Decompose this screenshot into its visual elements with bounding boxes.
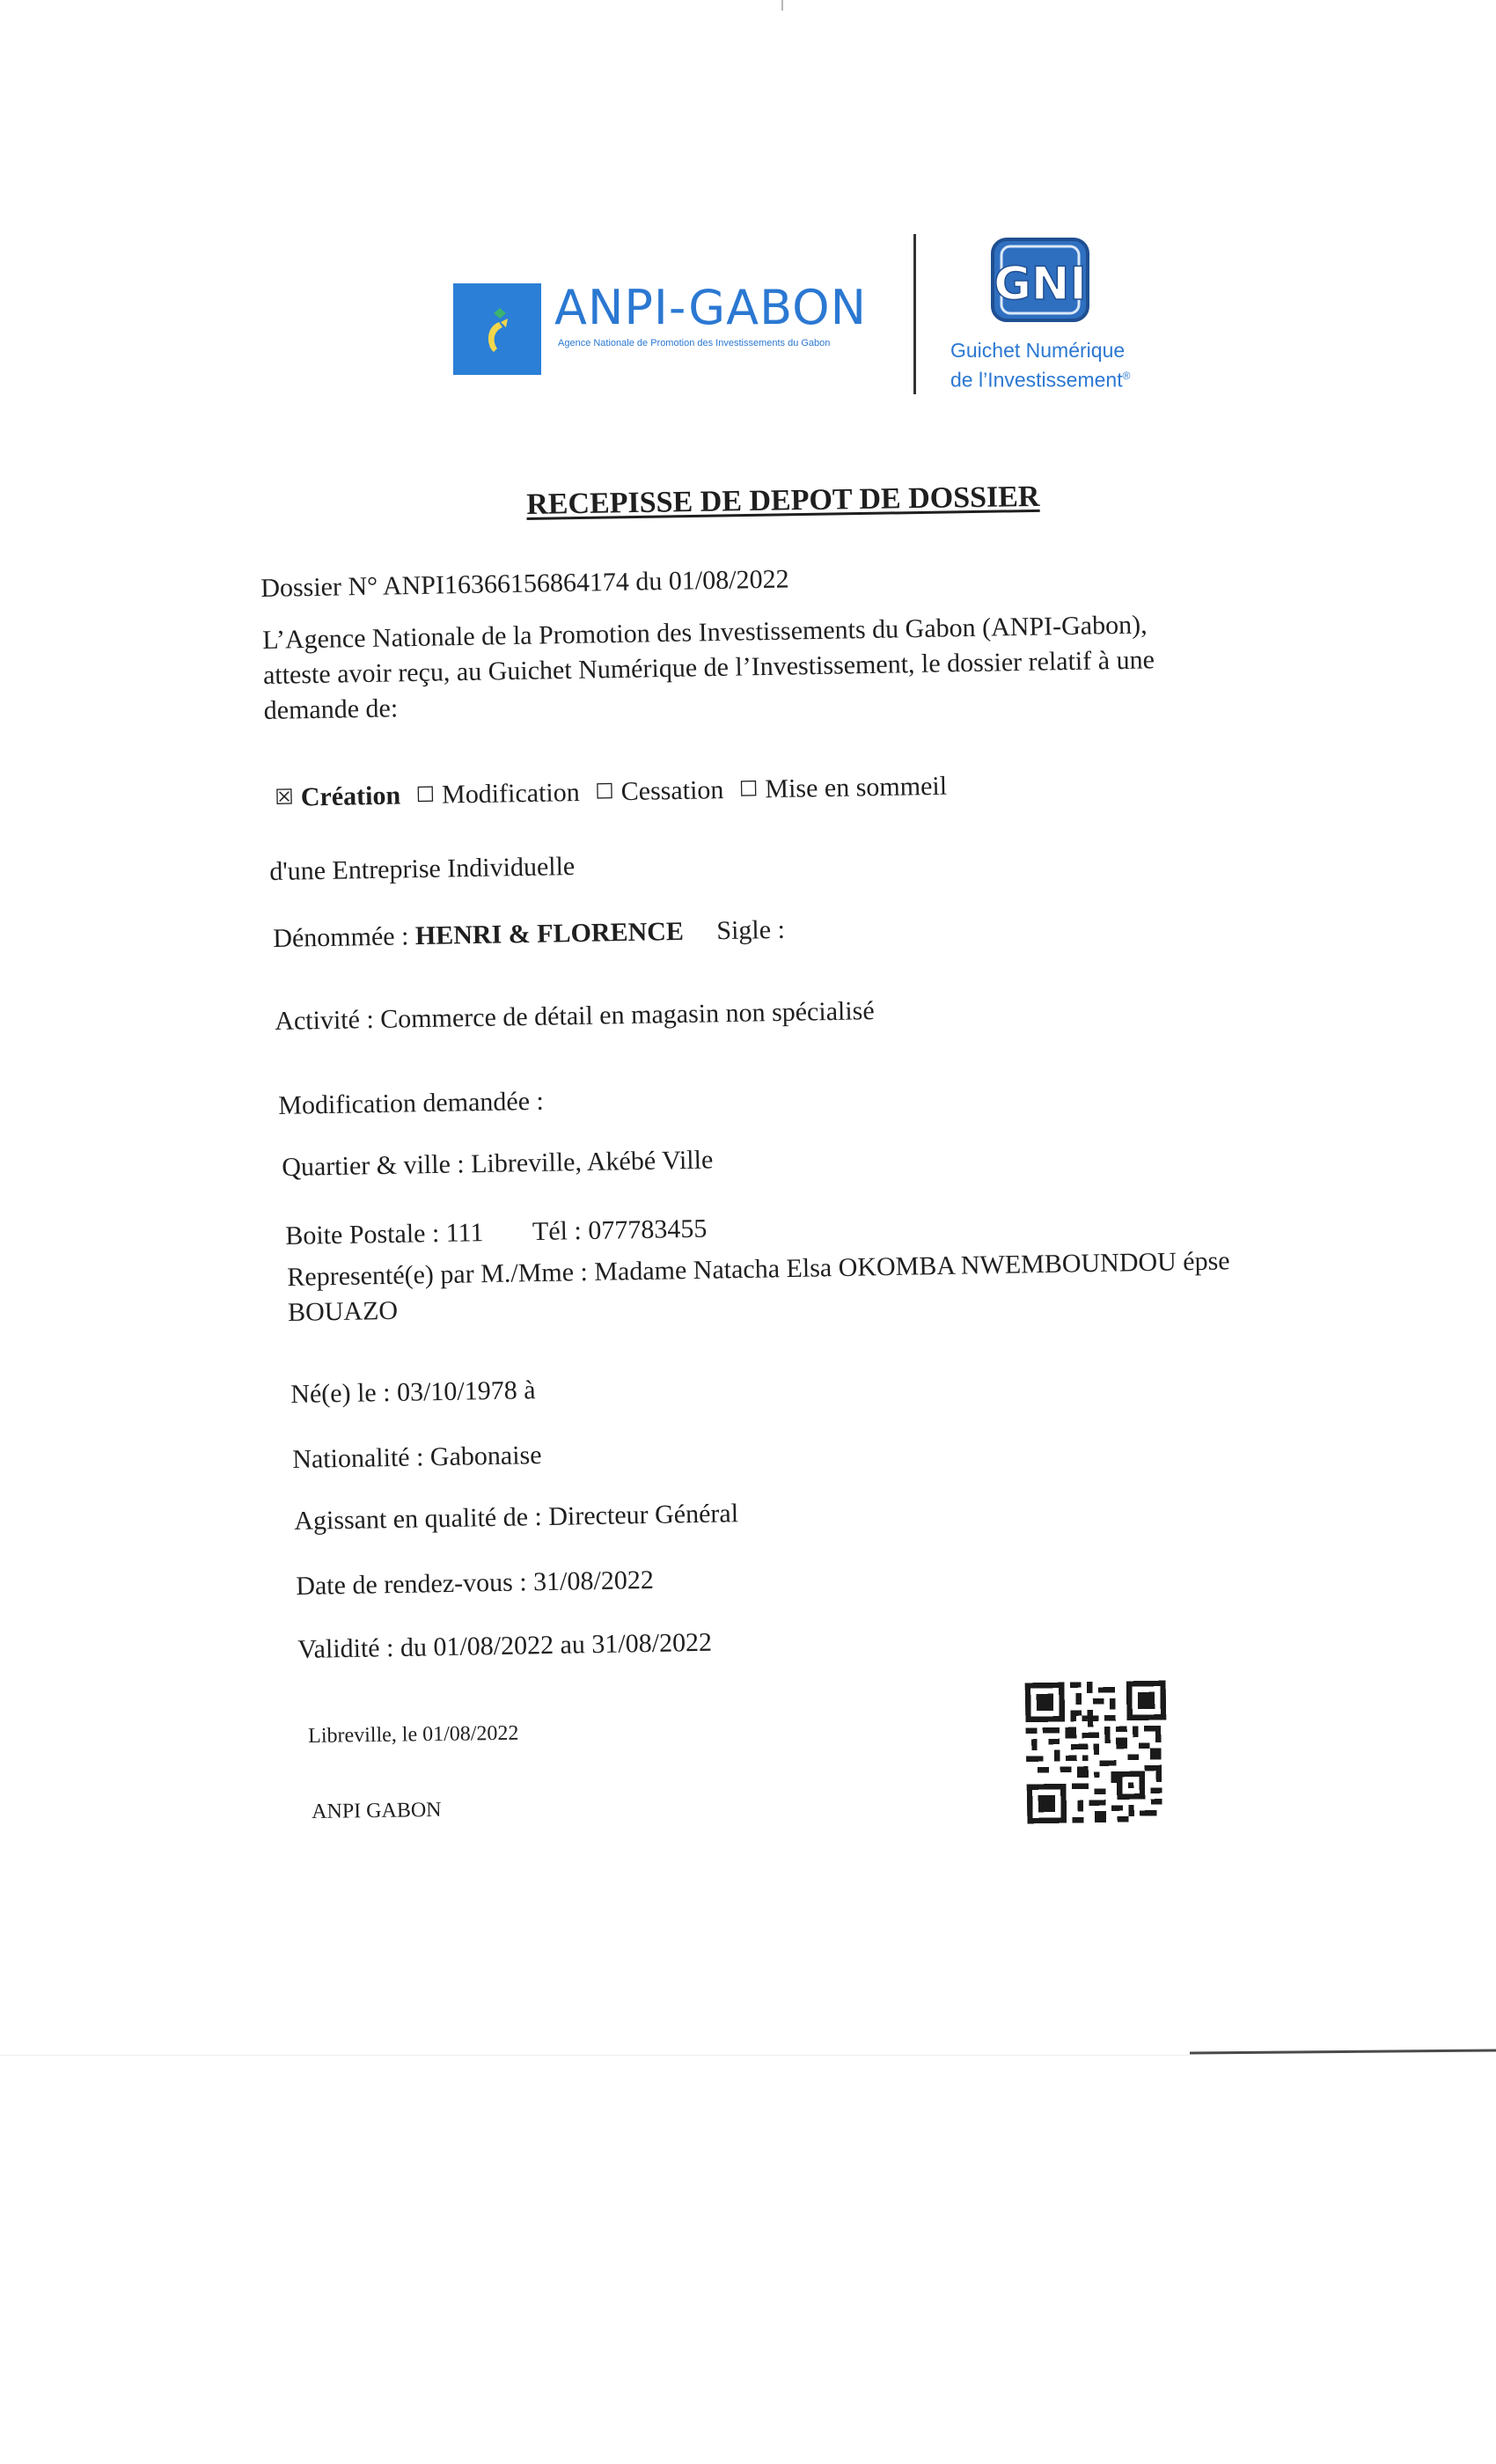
gni-caption-mark: ® bbox=[1122, 370, 1131, 382]
contact-row bbox=[285, 1214, 708, 1251]
gni-caption bbox=[950, 338, 1130, 393]
anpi-logo-icon bbox=[453, 283, 541, 375]
gni-logo bbox=[989, 236, 1093, 324]
option-creation: Création bbox=[300, 781, 401, 812]
denomination-row bbox=[273, 915, 785, 954]
sigle-label: Sigle : bbox=[716, 914, 786, 946]
gni-logo-text: GNI bbox=[994, 258, 1087, 311]
representative-line-1: Representé(e) par M./Mme : Madame Natacha Elsa OKOMBA NWEMBOUNDOU épse bbox=[287, 1246, 1230, 1292]
qr-code-icon bbox=[1025, 1680, 1169, 1825]
option-sommeil: Mise en sommeil bbox=[765, 771, 948, 804]
telephone: Tél : 077783455 bbox=[532, 1214, 708, 1247]
appointment-date: Date de rendez-vous : 31/08/2022 bbox=[296, 1565, 655, 1601]
modification-requested: Modification demandée : bbox=[278, 1086, 545, 1120]
scan-mark bbox=[781, 0, 783, 11]
representative bbox=[287, 1243, 1231, 1331]
boite-postale: Boite Postale : 111 bbox=[285, 1218, 484, 1250]
intro-line-3: demande de: bbox=[263, 693, 399, 725]
representative-line-2: BOUAZO bbox=[287, 1295, 399, 1327]
denomination-value: HENRI & FLORENCE bbox=[414, 916, 685, 951]
entity-type: d'une Entreprise Individuelle bbox=[269, 851, 576, 886]
capacity: Agissant en qualité de : Directeur Général bbox=[294, 1499, 739, 1536]
gni-caption-line2: de l’Investissement bbox=[950, 368, 1123, 392]
option-cessation: Cessation bbox=[620, 775, 724, 807]
quartier-ville: Quartier & ville : Libreville, Akébé Ville bbox=[282, 1145, 714, 1182]
intro-paragraph bbox=[262, 605, 1302, 729]
option-modification: Modification bbox=[441, 777, 581, 810]
signatory: ANPI GABON bbox=[312, 1798, 442, 1823]
intro-line-1: L’Agence Nationale de la Promotion des Investissements du Gabon (ANPI-Gabon), bbox=[262, 610, 1148, 655]
validity: Validité : du 01/08/2022 au 31/08/2022 bbox=[297, 1627, 713, 1664]
activite: Activité : Commerce de détail en magasin non spécialisé bbox=[275, 996, 875, 1036]
scan-edge-line bbox=[1190, 2049, 1496, 2054]
dossier-number: Dossier N° ANPI16366156864174 du 01/08/2022 bbox=[260, 564, 789, 603]
place-date: Libreville, le 01/08/2022 bbox=[308, 1721, 519, 1748]
logo-divider bbox=[913, 234, 916, 394]
checkbox-modification-icon: ☐ bbox=[415, 781, 436, 808]
denomination-label: Dénommée : bbox=[273, 921, 409, 953]
document-title: RECEPISSE DE DEPOT DE DOSSIER bbox=[526, 480, 1040, 521]
checkbox-cessation-icon: ☐ bbox=[594, 779, 614, 804]
birth-date: Né(e) le : 03/10/1978 à bbox=[290, 1375, 536, 1409]
intro-line-2: atteste avoir reçu, au Guichet Numérique de l’Investissement, le dossier relatif à une bbox=[262, 645, 1155, 690]
anpi-logo-text: ANPI-GABON bbox=[554, 280, 868, 335]
nationality: Nationalité : Gabonaise bbox=[292, 1441, 542, 1474]
request-type-options bbox=[275, 771, 956, 813]
checkbox-sommeil-icon: ☐ bbox=[738, 776, 759, 802]
page-edge bbox=[0, 2055, 1190, 2056]
gni-caption-line1: Guichet Numérique bbox=[950, 339, 1126, 362]
checkbox-creation-icon: ☒ bbox=[275, 784, 295, 810]
anpi-logo-subtitle: Agence Nationale de Promotion des Investissements du Gabon bbox=[558, 338, 831, 348]
